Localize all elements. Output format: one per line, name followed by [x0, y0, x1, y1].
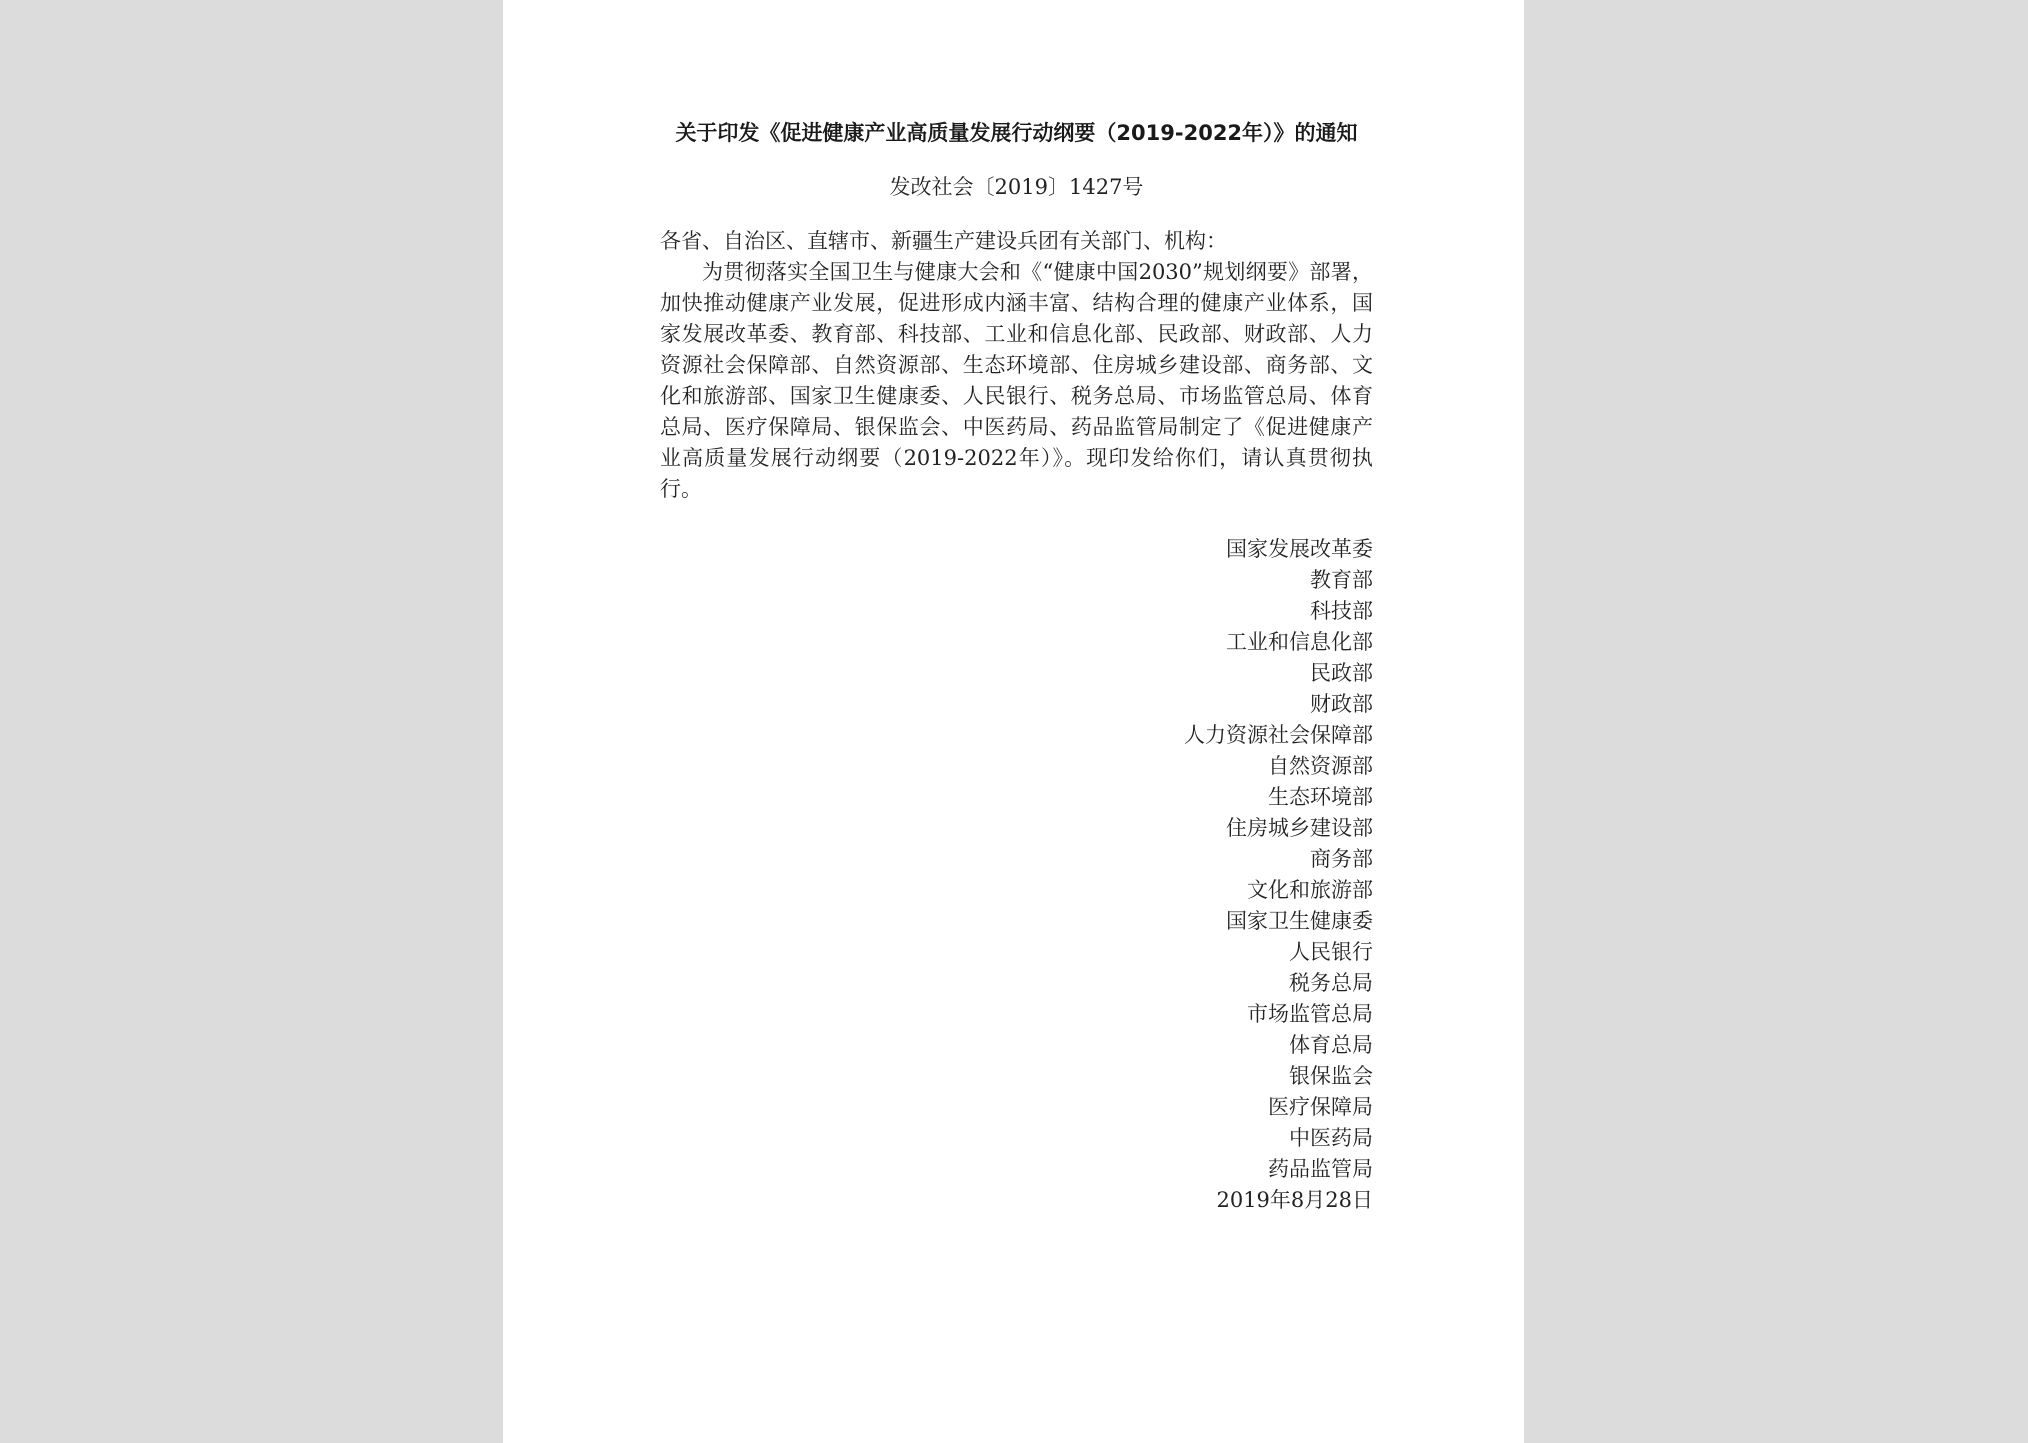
document-date: 2019年8月28日: [1216, 1188, 1373, 1212]
body-paragraph: 为贯彻落实全国卫生与健康大会和《“健康中国2030”规划纲要》部署，加快推动健康产业发展，促进形成内涵丰富、结构合理的健康产业体系，国家发展改革委、教育部、科技部、工业和信息化部、民政部、财政部、人力资源社会保障部、自然资源部、生态环境部、住房城乡建设部、商务部、文化和旅游部、国家卫生健康委、人民银行、税务总局、市场监管总局、体育总局、医疗保障局、银保监会、中医药局、药品监管局制定了《促进健康产业高质量发展行动纲要（2019-2022年）》。现印发给你们，请认真贯彻执行。: [660, 260, 1373, 501]
document-number: 发改社会〔2019〕1427号: [889, 175, 1144, 199]
signatory: 自然资源部: [1268, 754, 1373, 778]
signatory: 税务总局: [1289, 971, 1373, 995]
signatory: 银保监会: [1289, 1064, 1373, 1088]
signatory: 体育总局: [1289, 1033, 1373, 1057]
signatory: 人力资源社会保障部: [1184, 723, 1373, 747]
document-content: [660, 118, 1373, 1216]
signatory: 财政部: [1310, 692, 1373, 716]
document-title: 关于印发《促进健康产业高质量发展行动纲要（2019-2022年）》的通知: [675, 121, 1358, 145]
signatory: 市场监管总局: [1247, 1002, 1373, 1026]
document-page: [503, 0, 1524, 1443]
signatory: 中医药局: [1289, 1126, 1373, 1150]
signatory: 科技部: [1310, 599, 1373, 623]
signatory: 文化和旅游部: [1247, 878, 1373, 902]
signatory: 民政部: [1310, 661, 1373, 685]
signatory: 住房城乡建设部: [1226, 816, 1373, 840]
signatory: 国家发展改革委: [1226, 537, 1373, 561]
signatory: 药品监管局: [1268, 1157, 1373, 1181]
signatory: 教育部: [1310, 568, 1373, 592]
signatory: 人民银行: [1289, 940, 1373, 964]
signatory: 工业和信息化部: [1226, 630, 1373, 654]
signatory: 医疗保障局: [1268, 1095, 1373, 1119]
signatory-list: [660, 534, 1373, 1216]
signatory: 生态环境部: [1268, 785, 1373, 809]
salutation: 各省、自治区、直辖市、新疆生产建设兵团有关部门、机构：: [660, 229, 1227, 253]
signatory: 国家卫生健康委: [1226, 909, 1373, 933]
signatory: 商务部: [1310, 847, 1373, 871]
